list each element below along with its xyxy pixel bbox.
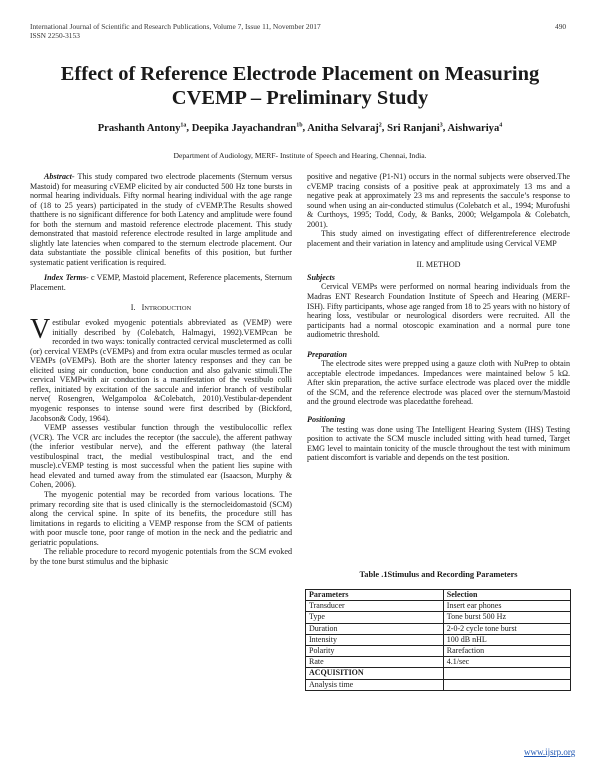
intro-paragraph-2: VEMP assesses vestibular function through the vestibulocollic reflex (VCR). The VCR arc includes the receptor (the saccule), the afferent pathway (the inferior vestibular nerve), and the efferent pathway (the lateral vestibulospinal tract, the medial vestibulospinal tract, and the end muscle).cVEMP testing is most successful when the patient lies supine with head elevated and turned away from the stimulated ear (Isaacson, Murphy & Cohen, 2006). — [30, 423, 292, 490]
journal-website-link[interactable]: www.ijsrp.org — [524, 747, 576, 757]
parameters-table — [305, 589, 571, 691]
table-row: Duration 2-0-2 cycle tone burst — [306, 623, 571, 634]
subjects-paragraph: Cervical VEMPs were performed on normal hearing individuals from the Madras ENT Research Foundation Institute of Speech and Hearing (MERF-ISH). Fifty participants, whose age ranged from 18 to 25 years with no history of hearing loss, vestibular or neurological disorders were recruited. All the participants had a normal otoscopic examination and a normal pure tone audiometric threshold. — [307, 282, 570, 340]
table-row: Rate 4.1/sec — [306, 657, 571, 668]
intro-paragraph-1: Vestibular evoked myogenic potentials abbreviated as (VEMP) were initially described by (Colebatch, Halmagyi, 1992).VEMPcan be recorded in two ways: tonically contracted cervical muscletermed as colli (or) cervical VEMPs (cVEMPs) and from extra ocular muscles termed as ocular VEMPs (oVEMPs). Both are the shorter latency responses and they can be elicited using air conduction, bone conduction and also galvanic stimuli.The cervical VEMPwith air conduction is a manifestation of the vestibulo colli reflex, initiated by excitation of the saccule and inferior branch of vestibular nerve( Rosengren, Welgampoloa &Colebatch, 2010).Vestibular-dependent myogenic responses to intense sound were first described by (Bickford, Jacobson& Cody, 1964). — [30, 314, 292, 423]
positioning-paragraph: The testing was done using The Intelligent Hearing System (IHS) Testing position to activate the SCM muscle included sitting with head turned, Target EMG level to maintain tonicity of the muscle throughout the test with minimum patient discomfort is variable and depends on the test position. — [307, 424, 570, 463]
author: Sri Ranjani$^3$ — [387, 122, 443, 134]
table-row: Polarity Rarefaction — [306, 645, 571, 656]
title-line-1: Effect of Reference Electrode Placement on Measuring — [60, 63, 540, 85]
drop-cap: V — [30, 314, 51, 346]
issn: ISSN 2250-3153 — [30, 31, 80, 40]
table-title: Table .1Stimulus and Recording Parameters — [359, 570, 518, 579]
table-row: Type Tone burst 500 Hz — [306, 612, 571, 623]
table-header-cell: Parameters — [309, 590, 349, 600]
affiliation: Department of Audiology, MERF- Institute of Speech and Hearing, Chennai, India. — [173, 151, 427, 160]
right-column — [307, 172, 570, 463]
author: Anitha Selvaraj$^2$ — [307, 122, 382, 134]
abstract: Abstract- This study compared two electrode placements (Sternum versus Mastoid) for measuring cVEMP elicited by air conducted 500 Hz tone bursts in normal hearing individuals. Fifty normal hearing individual with the age range of (18 to 25 years) participated in the study of cVEMP.The Results showed thatthere is no significant difference for both Latency and amplitude were found for both the sternum and mastoid reference electrode placement. This study demonstrated that mastoid reference electrode resulted in large amplitude and slightly late latencies when compared to the sternum electrode placement. Our data substantiate the possible clinical benefits of this position, but further systematic patient verification is required. — [30, 172, 292, 267]
author: Deepika Jayachandran$^{1b}$ — [191, 122, 303, 134]
title-line-2: CVEMP – Preliminary Study — [171, 87, 429, 109]
intro-paragraph-3: The myogenic potential may be recorded from various locations. The primary recording site that is used clinically is the sternocleidomastoid (SCM) along the cervical spine. In spite of its benefits, the procedure still has limitations in regards to eliciting a VEMP response from the SCM of patients with poor muscle tone, poor range of motion in the neck and the pediatric and geriatric populations. — [30, 489, 292, 547]
paper-title — [10, 62, 590, 110]
table-row: Transducer Insert ear phones — [306, 601, 571, 612]
author: Prashanth Antony$^{1a}$ — [97, 122, 187, 134]
subheading-subjects: Subjects — [307, 272, 335, 282]
subheading-preparation: Preparation — [307, 349, 348, 359]
table-row: Analysis time — [306, 679, 571, 690]
author: Aishwariya$^4$ — [447, 122, 503, 134]
table-section-row: ACQUISITION — [306, 668, 571, 679]
section-heading-introduction: I. INTRODUCTION — [130, 302, 192, 312]
section-heading-method: II. METHOD — [416, 260, 461, 270]
author-list: Prashanth Antony$^{1a}$, Deepika Jayachandran$^{1b}$, Anitha Selvaraj$^2$, Sri Ranjani$^3$, Aishwariya$^4$ — [97, 122, 503, 134]
intro-paragraph-4: The reliable procedure to record myogenic potentials from the SCM evoked by the tone burst stimulus and the biphasic — [30, 547, 292, 566]
intro-continued-paragraph: positive and negative (P1-N1) occurs in the normal subjects were observed.The cVEMP tracing consists of a positive peak at approximately 13 ms and a negative peak at approximately 23 ms and represents the saccule’s response to sound when using an air-conducted stimulus (Colebatch et al., 1994; Murofushi & Curthoys, 1995; Todd, Cody, & Banks, 2000; Welgampola & Colebatch, 2001). — [307, 172, 570, 229]
index-terms: Index Terms- c VEMP, Mastoid placement, Reference placements, Sternum Placement. — [30, 273, 293, 293]
left-column — [30, 172, 292, 566]
study-aim-paragraph: This study aimed on investigating effect of differentreference electrode placement and their variation in latency and amplitude using Cervical VEMP — [307, 229, 570, 248]
journal-header — [30, 22, 321, 40]
journal-citation: International Journal of Scientific and Research Publications, Volume 7, Issue 11, November 2017 — [30, 22, 321, 31]
preparation-paragraph: The electrode sites were prepped using a gauze cloth with NuPrep to obtain acceptable electrode impedances. Impedances were maintained below 5 kΩ. After skin preparation, the active surface electrode was placed over the middle of the SCM, and the reference electrode was placed over the sternum/Mastoid and the ground electrode was placedatthe forehead. — [307, 359, 570, 407]
table-header-cell: Selection — [446, 590, 478, 600]
table-row: Intensity 100 dB nHL — [306, 634, 571, 645]
table-header-row — [306, 590, 571, 601]
page-number: 490 — [555, 22, 567, 31]
subheading-positioning: Positioning — [307, 415, 346, 425]
